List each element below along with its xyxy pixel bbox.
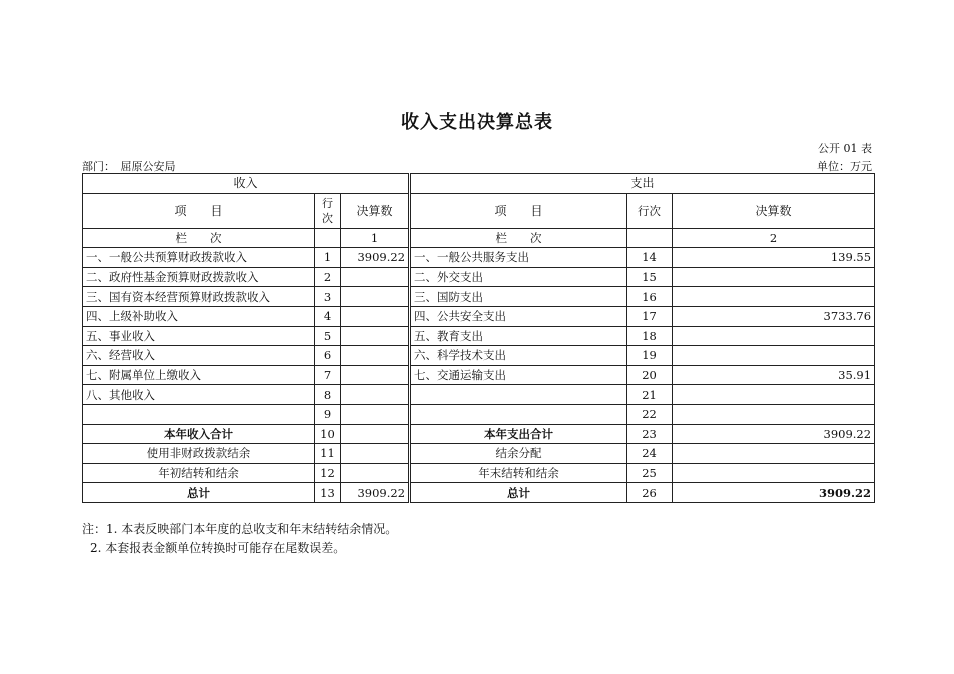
expense-amount: 35.91 — [673, 365, 875, 385]
income-amount — [341, 346, 409, 366]
expense-item: 三、国防支出 — [411, 287, 627, 307]
expense-item — [411, 404, 627, 424]
income-amount: 3909.22 — [341, 248, 409, 268]
income-row-no: 1 — [315, 248, 341, 268]
income-year-total-label: 本年收入合计 — [83, 424, 315, 444]
income-amount — [341, 326, 409, 346]
expense-amount — [673, 287, 875, 307]
income-row-no: 12 — [315, 463, 341, 483]
income-item: 八、其他收入 — [83, 385, 315, 405]
income-row-no: 6 — [315, 346, 341, 366]
income-amount — [341, 287, 409, 307]
income-item — [83, 404, 315, 424]
expense-amount — [673, 444, 875, 464]
income-amount — [341, 385, 409, 405]
income-amount — [341, 404, 409, 424]
income-row-no: 9 — [315, 404, 341, 424]
income-row-no: 2 — [315, 267, 341, 287]
income-amount — [341, 306, 409, 326]
table-row — [83, 404, 875, 424]
income-item: 五、事业收入 — [83, 326, 315, 346]
table-row — [83, 365, 875, 385]
expense-amount — [673, 267, 875, 287]
expense-year-total-label: 本年支出合计 — [411, 424, 627, 444]
expense-item — [411, 385, 627, 405]
expense-row-no: 19 — [627, 346, 673, 366]
income-item: 三、国有资本经营预算财政拨款收入 — [83, 287, 315, 307]
income-row-no: 3 — [315, 287, 341, 307]
department-label: 部门： 屈原公安局 — [82, 160, 176, 173]
unit-label: 单位：万元 — [817, 160, 872, 173]
expense-item: 年末结转和结余 — [411, 463, 627, 483]
table-row — [83, 248, 875, 268]
income-grand-total-amount: 3909.22 — [341, 483, 409, 503]
expense-item: 五、教育支出 — [411, 326, 627, 346]
expense-row-no: 21 — [627, 385, 673, 405]
expense-row-no: 24 — [627, 444, 673, 464]
income-row-no: 11 — [315, 444, 341, 464]
income-amount — [341, 444, 409, 464]
income-row-no: 13 — [315, 483, 341, 503]
income-item: 一、一般公共预算财政拨款收入 — [83, 248, 315, 268]
income-item: 七、附属单位上缴收入 — [83, 365, 315, 385]
table-row — [83, 444, 875, 464]
table-row — [83, 306, 875, 326]
expense-row-no: 18 — [627, 326, 673, 346]
income-item: 使用非财政拨款结余 — [83, 444, 315, 464]
expense-amount: 139.55 — [673, 248, 875, 268]
expense-column-label: 栏 次 — [411, 228, 627, 248]
expense-row-no: 14 — [627, 248, 673, 268]
expense-row-no: 25 — [627, 463, 673, 483]
income-amount — [341, 463, 409, 483]
table-row — [83, 346, 875, 366]
expense-amount — [673, 326, 875, 346]
note-1: 注：1. 本表反映部门本年度的总收支和年末结转结余情况。 — [82, 522, 398, 536]
income-item-header: 项 目 — [83, 193, 315, 228]
expense-row-no-header: 行次 — [627, 193, 673, 228]
expense-amount — [673, 463, 875, 483]
income-row-no: 5 — [315, 326, 341, 346]
expense-item: 六、科学技术支出 — [411, 346, 627, 366]
expense-row-no: 16 — [627, 287, 673, 307]
expense-row-no: 23 — [627, 424, 673, 444]
income-expense-table — [82, 173, 875, 503]
empty-cell — [627, 228, 673, 248]
expense-item-header: 项 目 — [411, 193, 627, 228]
expense-amount — [673, 346, 875, 366]
income-section-header: 收入 — [83, 174, 409, 194]
expense-grand-total-label: 总计 — [411, 483, 627, 503]
income-amount — [341, 424, 409, 444]
expense-amount: 3733.76 — [673, 306, 875, 326]
income-item: 六、经营收入 — [83, 346, 315, 366]
expense-amount: 3909.22 — [673, 424, 875, 444]
income-row-no-header — [315, 193, 341, 228]
expense-row-no: 20 — [627, 365, 673, 385]
expense-row-no: 15 — [627, 267, 673, 287]
section-header-row — [83, 174, 875, 194]
grand-total-row — [83, 483, 875, 503]
form-number: 公开 01 表 — [818, 142, 872, 155]
income-item: 二、政府性基金预算财政拨款收入 — [83, 267, 315, 287]
year-total-row — [83, 424, 875, 444]
expense-item: 结余分配 — [411, 444, 627, 464]
row-no-bottom: 次 — [322, 211, 333, 225]
empty-cell — [315, 228, 341, 248]
income-item: 四、上级补助收入 — [83, 306, 315, 326]
expense-grand-total-amount: 3909.22 — [673, 483, 875, 503]
table-row — [83, 385, 875, 405]
row-no-top: 行 — [322, 196, 333, 210]
table-row — [83, 463, 875, 483]
table-row — [83, 267, 875, 287]
table-row — [83, 326, 875, 346]
expense-item: 一、一般公共服务支出 — [411, 248, 627, 268]
income-grand-total-label: 总计 — [83, 483, 315, 503]
income-row-no: 10 — [315, 424, 341, 444]
income-row-no: 8 — [315, 385, 341, 405]
expense-row-no: 17 — [627, 306, 673, 326]
income-column-label: 栏 次 — [83, 228, 315, 248]
expense-column-index: 2 — [673, 228, 875, 248]
income-amount-header: 决算数 — [341, 193, 409, 228]
expense-item: 二、外交支出 — [411, 267, 627, 287]
expense-amount — [673, 385, 875, 405]
page-title: 收入支出决算总表 — [401, 112, 553, 133]
table-row — [83, 287, 875, 307]
income-item: 年初结转和结余 — [83, 463, 315, 483]
expense-item: 七、交通运输支出 — [411, 365, 627, 385]
expense-item: 四、公共安全支出 — [411, 306, 627, 326]
expense-row-no: 22 — [627, 404, 673, 424]
expense-amount-header: 决算数 — [673, 193, 875, 228]
expense-section-header: 支出 — [411, 174, 875, 194]
income-row-no: 4 — [315, 306, 341, 326]
note-2: 2. 本套报表金额单位转换时可能存在尾数误差。 — [90, 541, 346, 555]
income-amount — [341, 365, 409, 385]
expense-amount — [673, 404, 875, 424]
column-index-row — [83, 228, 875, 248]
income-column-index: 1 — [341, 228, 409, 248]
expense-row-no: 26 — [627, 483, 673, 503]
income-amount — [341, 267, 409, 287]
column-header-row — [83, 193, 875, 228]
income-row-no: 7 — [315, 365, 341, 385]
